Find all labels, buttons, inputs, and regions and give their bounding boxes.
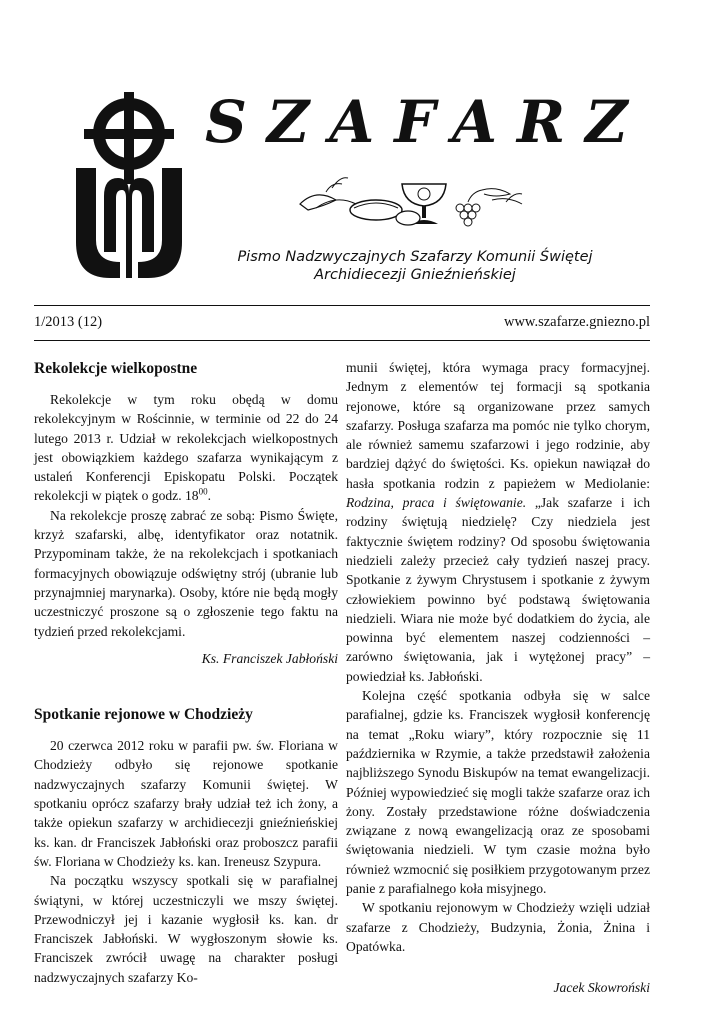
article-paragraph: Na początku wszyscy spotkali się w parafialnej świątyni, w której uczestniczyli we mszy świętej. Przewodniczył jej i kazanie wygłosił ks. kan. dr Franciszek Jabłoński. W wygłoszonym słowie ks. Franciszek zwrócił uwagę na charakter posługi nadzwyczajnych szafarzy Ko- [34, 873, 338, 985]
masthead-title: SZAFARZ [205, 88, 648, 156]
right-column [346, 358, 650, 998]
article-paragraph: Kolejna część spotkania odbyła się w salce parafialnej, gdzie ks. Franciszek wygłosił konferencję na temat „Roku wiary”, który rozpocznie się 11 października w Rzymie, a także przedstawił założenia najbliższego Synodu Biskupów na temat ewangelizacji. Później wypowiedzieć się mogli także szafarze oraz ich żony. Zostały przedstawione różne doświadczenia związane z nową ewangelizacją oraz ze sposobami świętowania niedzieli. W tym czasie można było również wzmocnić się posiłkiem przygotowanym przez panie z parafialnego koła misyjnego. [346, 688, 650, 897]
left-column [34, 358, 338, 987]
website-link[interactable]: www.szafarze.gniezno.pl [503, 314, 650, 330]
article-heading-spotkanie: Spotkanie rejonowe w Chodzieży [34, 706, 253, 724]
article-paragraph: munii świętej, która wymaga pracy formacyjnej. Jednym z elementów tej formacji są spotkania rejonowe, które są organizowane przez samych szafarzy. Posługa szafarza ma pomóc nie tylko chorym, ale również samemu szafarzowi i jego rodzinie, aby bardziej dążyć do świętości. Ks. opiekun nawiązał do hasła spotkania rodzin z papieżem w Mediolanie: Rodzina, praca i świętowanie. „Jak szafarze i ich rodziny świętują niedzielę? Czy niedziela jest faktycznie świętem rodziny? Od sposobu świętowania niedzieli zależy przecież cały tydzień naszej pracy. Spotkanie z żywym Chrystusem i spotkanie z żywym człowiekiem powinno być podstawą świętowania niedzieli. Wiara nie może być dodatkiem do życia, ale powinna być elementem naszej codzienności – zarówno świętowania, jak i wytężonej pracy” – powiedział ks. Jabłoński. [346, 360, 650, 684]
masthead-subtitle [230, 248, 600, 284]
article-paragraph: Rekolekcje w tym roku obędą w domu rekolekcyjnym w Rościnnie, w terminie od 22 do 24 lutego 2013 r. Udział w rekolekcjach wielkopostnych jest obowiązkiem każdego szafarza wynikającym z ustaleń Konferencji Episkopatu Polski. Początek rekolekcji w piątek o godz. $18^{00}$. [34, 392, 338, 504]
issue-number: 1/2013 (12) [34, 314, 103, 330]
subtitle-line-2: Archidiecezji Gnieźnieńskiej [314, 267, 516, 283]
article-paragraph: W spotkaniu rejonowym w Chodzieży wzięli udział szafarze z Chodzieży, Budzynia, Żonia, Żnina i Opatówka. [346, 900, 650, 954]
article-paragraph: 20 czerwca 2012 roku w parafii pw. św. Floriana w Chodzieży odbyło się rejonowe spotkanie nadzwyczajnych szafarzy Komunii świętej. W spotkaniu oprócz szafarzy brały udział też ich żony, a także opiekun szafarzy w archidiecezji gnieźnieńskiej ks. kan. dr Franciszek Jabłoński oraz proboszcz parafii św. Floriana w Chodzieży ks. kan. Ireneusz Szypura. [34, 738, 338, 869]
article-paragraph: Na rekolekcje proszę zabrać ze sobą: Pismo Święte, krzyż szafarski, albę, identyfikator oraz notatnik. Przypominam także, że na rekolekcjach i spotkaniach formacyjnych obowiązuje odświętny strój (ubranie lub przynajmniej marynarka). Osoby, które nie będą mogły uczestniczyć proszone są o zgłoszenie tego faktu na tydzień przed rekolekcjami. [34, 507, 338, 639]
szafarz-logo [74, 92, 184, 278]
article-heading-rekolekcje: Rekolekcje wielkopostne [34, 360, 198, 377]
article-signature: Jacek Skowroński [553, 980, 650, 996]
header-rule-bottom [34, 340, 650, 341]
header-rule-top [34, 305, 650, 306]
subtitle-line-1: Pismo Nadzwyczajnych Szafarzy Komunii Świętej [237, 249, 593, 265]
article-signature: Ks. Franciszek Jabłoński [201, 650, 338, 666]
eucharist-ornament-icon [296, 174, 526, 228]
